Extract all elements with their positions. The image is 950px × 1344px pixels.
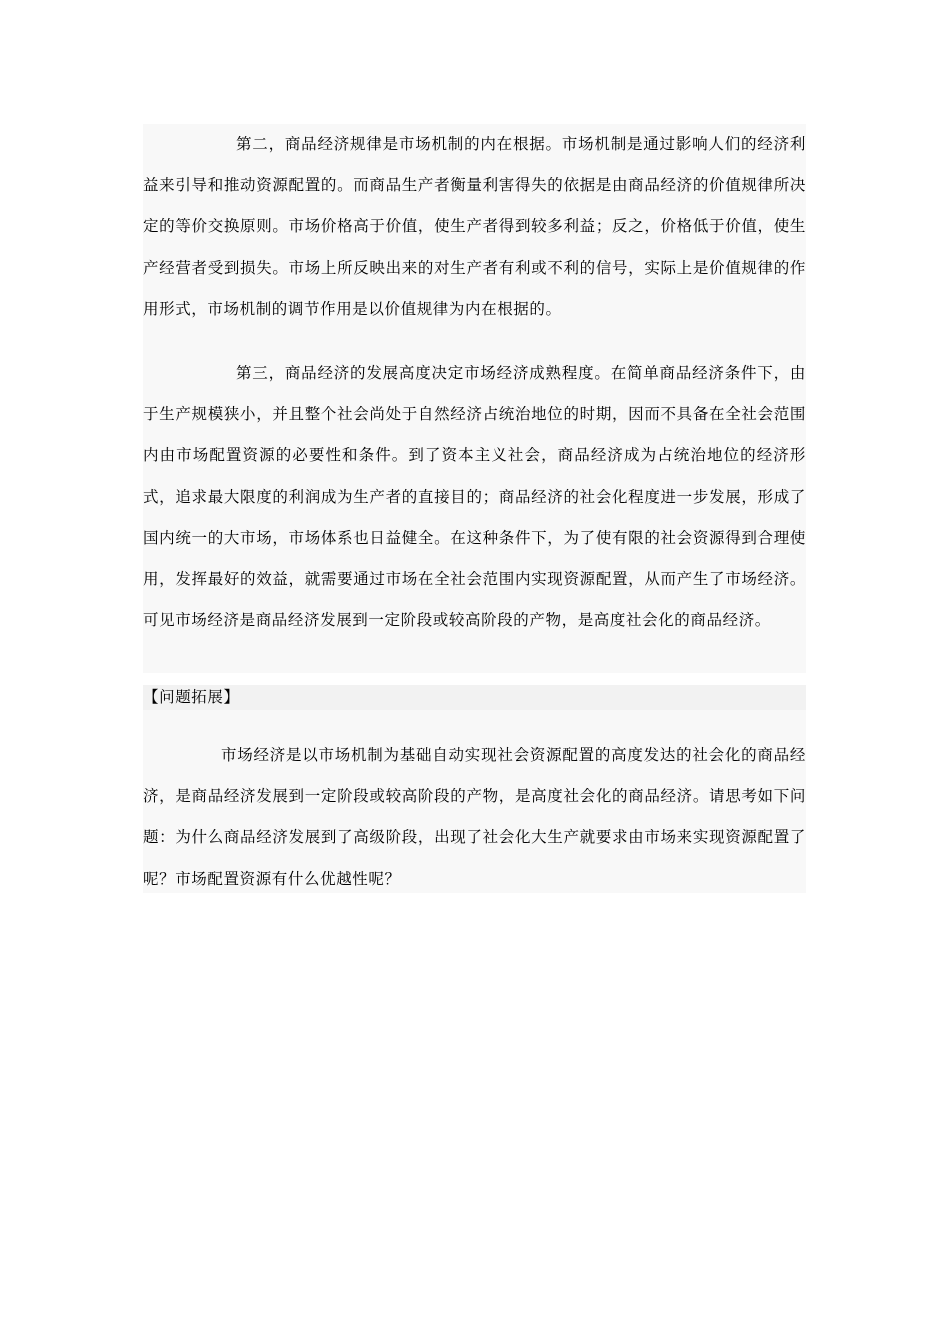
extension-heading-block: [143, 685, 806, 710]
extension-body-block: [143, 710, 806, 893]
paragraph-third: 第三，商品经济的发展高度决定市场经济成熟程度。在简单商品经济条件下，由于生产规模狭小，并且整个社会尚处于自然经济占统治地位的时期，因而不具备在全社会范围内由市场配置资源的必要性和条件。到了资本主义社会，商品经济成为占统治地位的经济形式，追求最大限度的利润成为生产者的直接目的；商品经济的社会化程度进一步发展，形成了国内统一的大市场，市场体系也日益健全。在这种条件下，为了使有限的社会资源得到合理使用，发挥最好的效益，就需要通过市场在全社会范围内实现资源配置，从而产生了市场经济。可见市场经济是商品经济发展到一定阶段或较高阶段的产物，是高度社会化的商品经济。: [143, 364, 806, 630]
paragraph-block-third: [143, 320, 806, 673]
extension-body: 市场经济是以市场机制为基础自动实现社会资源配置的高度发达的社会化的商品经济，是商品经济发展到一定阶段或较高阶段的产物，是高度社会化的商品经济。请思考如下问题：为什么商品经济发展到了高级阶段，出现了社会化大生产就要求由市场来实现资源配置了呢？市场配置资源有什么优越性呢？: [143, 746, 806, 888]
extension-heading: 【问题拓展】: [143, 688, 240, 706]
paragraph-block-second: [143, 124, 806, 320]
paragraph-second: 第二，商品经济规律是市场机制的内在根据。市场机制是通过影响人们的经济利益来引导和推动资源配置的。而商品生产者衡量利害得失的依据是由商品经济的价值规律所决定的等价交换原则。市场价格高于价值，使生产者得到较多利益；反之，价格低于价值，使生产经营者受到损失。市场上所反映出来的对生产者有利或不利的信号，实际上是价值规律的作用形式，市场机制的调节作用是以价值规律为内在根据的。: [143, 135, 806, 318]
